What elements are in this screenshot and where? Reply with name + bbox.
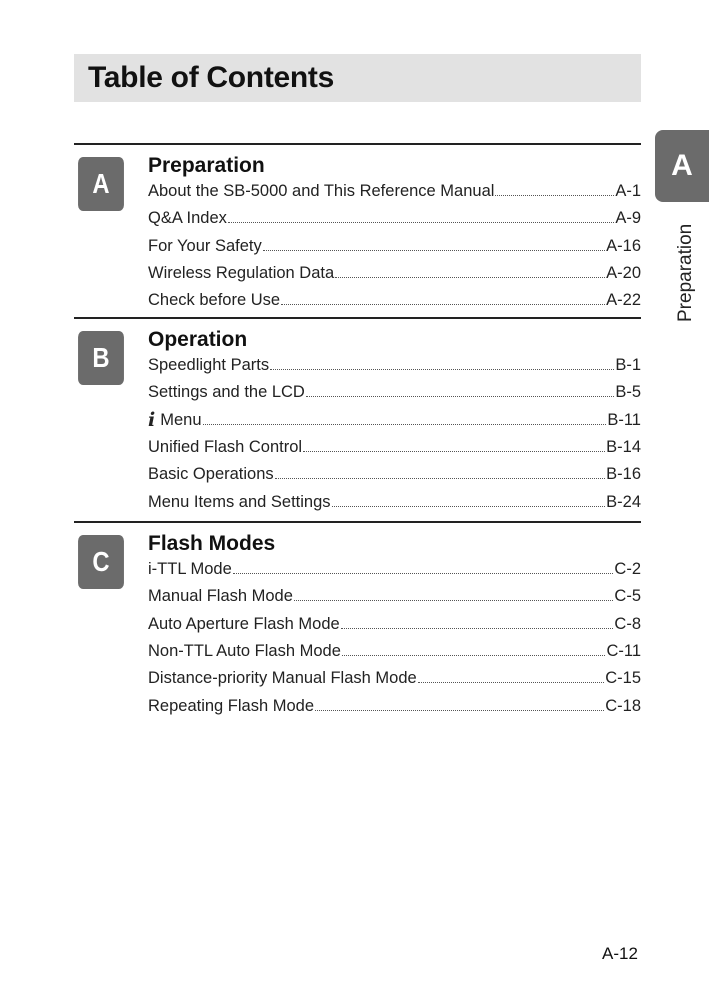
toc-entry[interactable] [148, 639, 641, 661]
toc-entry-page: C-5 [614, 587, 641, 606]
toc-entry-label: i-TTL Mode [148, 560, 232, 578]
section-title[interactable]: Operation [148, 328, 248, 351]
page-title: Table of Contents [88, 61, 335, 94]
toc-entry[interactable] [148, 462, 641, 484]
toc-entry[interactable] [148, 490, 641, 512]
toc-entry-label: Menu [160, 410, 202, 429]
section-letter-badge[interactable]: C [78, 535, 124, 589]
dot-leader [294, 599, 613, 601]
toc-entry[interactable] [148, 380, 641, 402]
toc-entry-label: Distance-priority Manual Flash Mode [148, 669, 417, 688]
dot-leader [270, 368, 614, 370]
section-title[interactable]: Flash Modes [148, 532, 276, 555]
toc-entry[interactable] [148, 408, 641, 430]
dot-leader [418, 681, 605, 683]
toc-entry[interactable] [148, 234, 641, 256]
toc-entry-page: B-5 [615, 383, 641, 402]
toc-entry-page: C-11 [606, 641, 641, 660]
toc-entry-page: B-14 [606, 437, 641, 456]
info-i-icon: i [148, 408, 156, 431]
dot-leader [228, 221, 614, 223]
toc-entry-page: A-22 [606, 291, 641, 310]
toc-entry[interactable] [148, 694, 641, 716]
toc-entry-page: B-16 [606, 465, 641, 484]
toc-entry-label: About the SB-5000 and This Reference Manual [148, 182, 495, 200]
dot-leader [281, 303, 605, 305]
dot-leader [332, 505, 606, 507]
toc-entry[interactable] [148, 557, 641, 579]
toc-entry-label: Repeating Flash Mode [148, 696, 315, 715]
dot-leader [275, 477, 605, 479]
page-number: A-12 [602, 944, 638, 963]
toc-entry[interactable] [148, 353, 641, 375]
toc-entry-page: C-8 [614, 614, 641, 633]
toc-entry[interactable] [148, 179, 641, 201]
side-tab-label: Preparation [675, 223, 696, 322]
dot-leader [233, 572, 614, 574]
section-letter-badge[interactable]: B [78, 331, 124, 385]
toc-entry-page: A-9 [615, 209, 641, 228]
toc-entry-page: B-24 [606, 492, 641, 511]
title-bar [74, 54, 641, 102]
toc-entry-label: Settings and the LCD [148, 383, 305, 402]
toc-entry-label: Speedlight Parts [148, 356, 270, 374]
toc-entry-label: Menu Items and Settings [148, 492, 331, 511]
toc-entry[interactable] [148, 288, 641, 310]
dot-leader [341, 627, 614, 629]
toc-entry[interactable] [148, 206, 641, 228]
toc-section [74, 143, 641, 310]
toc-entry-label: Auto Aperture Flash Mode [148, 614, 340, 633]
toc-entry-label: Unified Flash Control [148, 437, 303, 456]
toc-entry-page: A-1 [615, 182, 641, 200]
side-tab-letter[interactable]: A [655, 130, 709, 202]
toc-section [74, 317, 641, 511]
toc-entry-page: A-16 [606, 236, 641, 255]
section-title[interactable]: Preparation [148, 154, 265, 177]
dot-leader [306, 395, 614, 397]
toc-entry-label: Q&A Index [148, 209, 227, 228]
toc-entry-label: Check before Use [148, 291, 281, 310]
dot-leader [303, 450, 605, 452]
dot-leader [263, 249, 605, 251]
dot-leader [315, 709, 604, 711]
toc-section [74, 521, 641, 715]
toc-entry-label: Non-TTL Auto Flash Mode [148, 641, 341, 660]
toc-entry-page: C-2 [614, 560, 641, 578]
toc-entry[interactable] [148, 612, 641, 634]
toc-entry[interactable] [148, 584, 641, 606]
dot-leader [495, 194, 614, 196]
toc-entry-label: Wireless Regulation Data [148, 263, 335, 282]
toc-entry-label: For Your Safety [148, 236, 262, 255]
dot-leader [342, 654, 606, 656]
section-letter-badge[interactable]: A [78, 157, 124, 211]
toc-entry-page: B-11 [607, 410, 641, 429]
toc-entry-label: Basic Operations [148, 465, 274, 484]
dot-leader [203, 423, 607, 425]
toc-entry-page: A-20 [606, 263, 641, 282]
toc-entry[interactable] [148, 261, 641, 283]
toc-entry[interactable] [148, 666, 641, 688]
toc-entry-page: B-1 [615, 356, 641, 374]
toc-entry-page: C-18 [605, 696, 641, 715]
dot-leader [335, 276, 605, 278]
toc-entry[interactable] [148, 435, 641, 457]
toc-entry-label: Manual Flash Mode [148, 587, 293, 606]
toc-entry-page: C-15 [605, 669, 641, 688]
